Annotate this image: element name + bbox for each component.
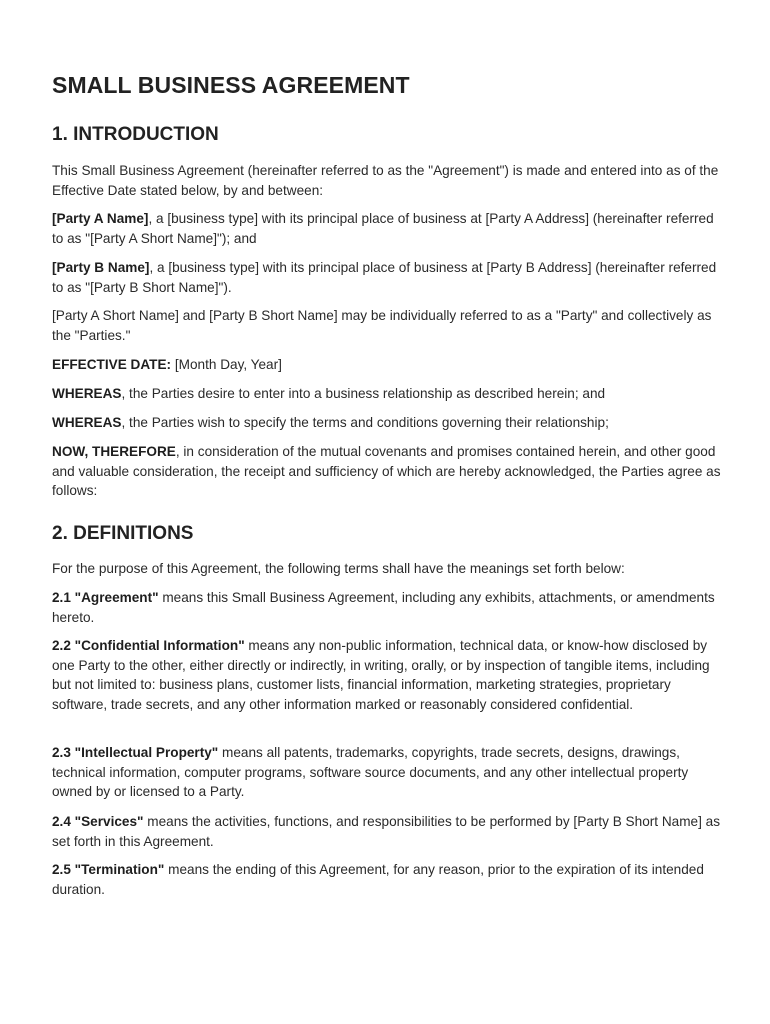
- whereas-label: WHEREAS: [52, 415, 122, 430]
- party-b-name: [Party B Name]: [52, 260, 150, 275]
- definition-term: 2.4 "Services": [52, 814, 144, 829]
- intro-text: This Small Business Agreement (hereinafter referred to as the "Agreement") is made and entered into as of the Effective Date stated below, by and between:: [52, 163, 719, 198]
- definition-text: means all patents, trademarks, copyrights, trade secrets, designs, drawings, technical information, computer programs, software source documents, and any other intellectual property owned by or licensed to a Party.: [52, 745, 689, 800]
- definition-text: means any non-public information, technical data, or know-how disclosed by one Party to the other, either directly or indirectly, in writing, orally, or by inspection of tangible items, including but not limited to: business plans, customer lists, financial information, marketing strategies, proprietary software, trade secrets, and any other information marked or reasonably considered confidential.: [52, 638, 710, 712]
- party-a-name: [Party A Name]: [52, 211, 149, 226]
- now-therefore-text: , in consideration of the mutual covenants and promises contained herein, and other good and valuable consideration, the receipt and sufficiency of which are hereby acknowledged, the Parties agree as follows:: [52, 444, 721, 499]
- definitions-intro-text: For the purpose of this Agreement, the following terms shall have the meanings set forth below:: [52, 561, 625, 576]
- party-a-text: , a [business type] with its principal place of business at [Party A Address] (hereinafter referred to as "[Party A Short Name]"); and: [52, 211, 714, 246]
- effective-date-label: EFFECTIVE DATE:: [52, 357, 172, 372]
- parties-paragraph: [52, 306, 727, 345]
- whereas-text: , the Parties desire to enter into a business relationship as described herein; and: [121, 386, 606, 401]
- definition-agreement: [52, 588, 727, 627]
- definition-term: 2.3 "Intellectual Property": [52, 745, 219, 760]
- definition-intellectual-property: [52, 743, 727, 802]
- definition-text: means the ending of this Agreement, for any reason, prior to the expiration of its intended duration.: [52, 862, 704, 897]
- definition-text: means this Small Business Agreement, including any exhibits, attachments, or amendments hereto.: [52, 590, 715, 625]
- document-title: SMALL BUSINESS AGREEMENT: [52, 72, 410, 98]
- section-heading-definitions: 2. DEFINITIONS: [52, 523, 194, 544]
- party-b-paragraph: [52, 258, 727, 297]
- whereas-paragraph-1: [52, 384, 727, 404]
- definitions-intro-paragraph: [52, 559, 727, 579]
- definition-term: 2.2 "Confidential Information": [52, 638, 245, 653]
- definition-termination: [52, 860, 727, 899]
- effective-date-paragraph: [52, 355, 727, 375]
- now-therefore-paragraph: [52, 442, 727, 501]
- section-heading-introduction: 1. INTRODUCTION: [52, 124, 219, 145]
- parties-text: [Party A Short Name] and [Party B Short Name] may be individually referred to as a "Party" and collectively as the "Parties.": [52, 308, 712, 343]
- intro-paragraph: [52, 161, 727, 200]
- definition-term: 2.5 "Termination": [52, 862, 165, 877]
- definition-services: [52, 812, 727, 851]
- party-a-paragraph: [52, 209, 727, 248]
- definition-term: 2.1 "Agreement": [52, 590, 159, 605]
- effective-date-value: [Month Day, Year]: [171, 357, 282, 372]
- definition-text: means the activities, functions, and responsibilities to be performed by [Party B Short Name] as set forth in this Agreement.: [52, 814, 720, 849]
- whereas-label: WHEREAS: [52, 386, 122, 401]
- party-b-text: , a [business type] with its principal place of business at [Party B Address] (hereinafter referred to as "[Party B Short Name]").: [52, 260, 717, 295]
- definition-confidential-information: [52, 636, 727, 714]
- now-therefore-label: NOW, THEREFORE: [52, 444, 176, 459]
- whereas-text: , the Parties wish to specify the terms and conditions governing their relationship;: [121, 415, 609, 430]
- whereas-paragraph-2: [52, 413, 727, 433]
